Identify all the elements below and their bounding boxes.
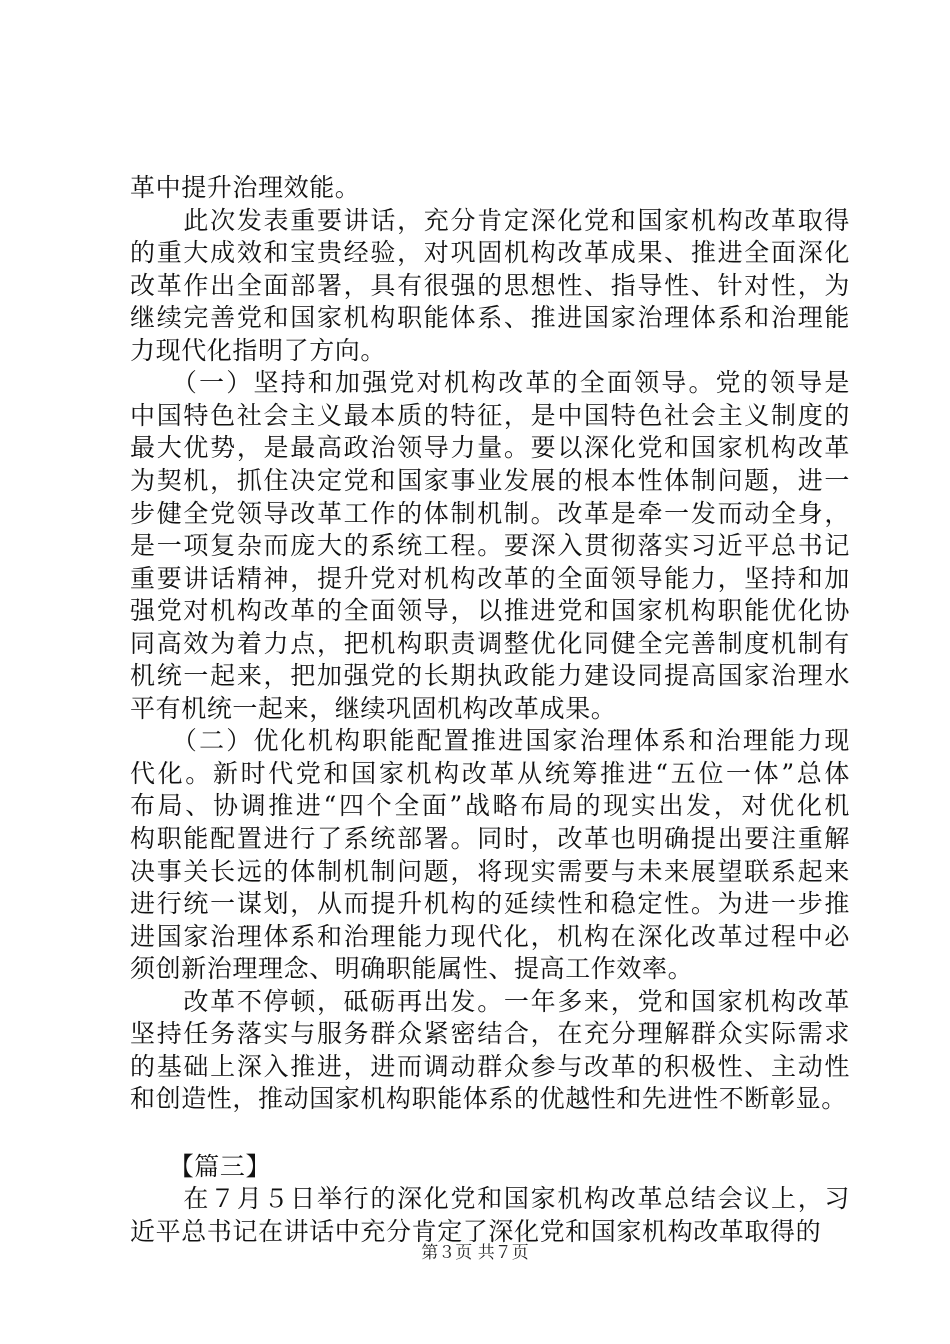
- text-line: 【篇三】: [130, 1152, 272, 1181]
- text-line: 须创新治理理念、明确职能属性、提高工作效率。: [130, 954, 694, 983]
- text-line: 重要讲话精神，提升党对机构改革的全面领导能力，坚持和加: [130, 564, 850, 593]
- text-line: 进国家治理体系和治理能力现代化，机构在深化改革过程中必: [130, 922, 850, 951]
- text-line: 中国特色社会主义最本质的特征，是中国特色社会主义制度的: [130, 401, 850, 430]
- text-line: 力现代化指明了方向。: [130, 336, 387, 365]
- text-line: 同高效为着力点，把机构职责调整优化同健全完善制度机制有: [130, 629, 850, 658]
- text-line: 最大优势，是最高政治领导力量。要以深化党和国家机构改革: [130, 433, 850, 462]
- text-line: 改革不停顿，砥砺再出发。一年多来，党和国家机构改革: [130, 987, 850, 1016]
- text-line: 的基础上深入推进，进而调动群众参与改革的积极性、主动性: [130, 1052, 850, 1081]
- text-line: 和创造性，推动国家机构职能体系的优越性和先进性不断彰显。: [130, 1084, 847, 1113]
- text-line: 代化。新时代党和国家机构改革从统筹推进“五位一体”总体: [130, 759, 850, 788]
- text-line: 平有机统一起来，继续巩固机构改革成果。: [130, 694, 617, 723]
- text-line: 的重大成效和宝贵经验，对巩固机构改革成果、推进全面深化: [130, 238, 850, 267]
- text-line: 机统一起来，把加强党的长期执政能力建设同提高国家治理水: [130, 661, 850, 690]
- text-line: 革中提升治理效能。: [130, 173, 361, 202]
- text-line: 布局、协调推进“四个全面”战略布局的现实出发，对优化机: [130, 791, 850, 820]
- text-line: 为契机，抓住决定党和国家事业发展的根本性体制问题，进一: [130, 466, 850, 495]
- text-line: 是一项复杂而庞大的系统工程。要深入贯彻落实习近平总书记: [130, 531, 850, 560]
- text-line: 继续完善党和国家机构职能体系、推进国家治理体系和治理能: [130, 303, 850, 332]
- text-line: （二）优化机构职能配置推进国家治理体系和治理能力现: [130, 726, 850, 755]
- page-footer: 第３页 共７页: [421, 1243, 529, 1263]
- text-line: 坚持任务落实与服务群众紧密结合，在充分理解群众实际需求: [130, 1019, 850, 1048]
- text-line: 改革作出全面部署，具有很强的思想性、指导性、针对性，为: [130, 271, 850, 300]
- text-line: （一）坚持和加强党对机构改革的全面领导。党的领导是: [130, 368, 850, 397]
- text-line: 步健全党领导改革工作的体制机制。改革是牵一发而动全身，: [130, 499, 850, 528]
- text-line: 此次发表重要讲话，充分肯定深化党和国家机构改革取得: [130, 206, 850, 235]
- text-line: 近平总书记在讲话中充分肯定了深化党和国家机构改革取得的: [130, 1217, 822, 1246]
- text-line: 决事关长远的体制机制问题，将现实需要与未来展望联系起来: [130, 857, 850, 886]
- text-line: 强党对机构改革的全面领导，以推进党和国家机构职能优化协: [130, 596, 850, 625]
- text-line: 构职能配置进行了系统部署。同时，改革也明确提出要注重解: [130, 824, 850, 853]
- text-line: 进行统一谋划，从而提升机构的延续性和稳定性。为进一步推: [130, 889, 850, 918]
- text-line: 在７月５日举行的深化党和国家机构改革总结会议上，习: [130, 1184, 850, 1213]
